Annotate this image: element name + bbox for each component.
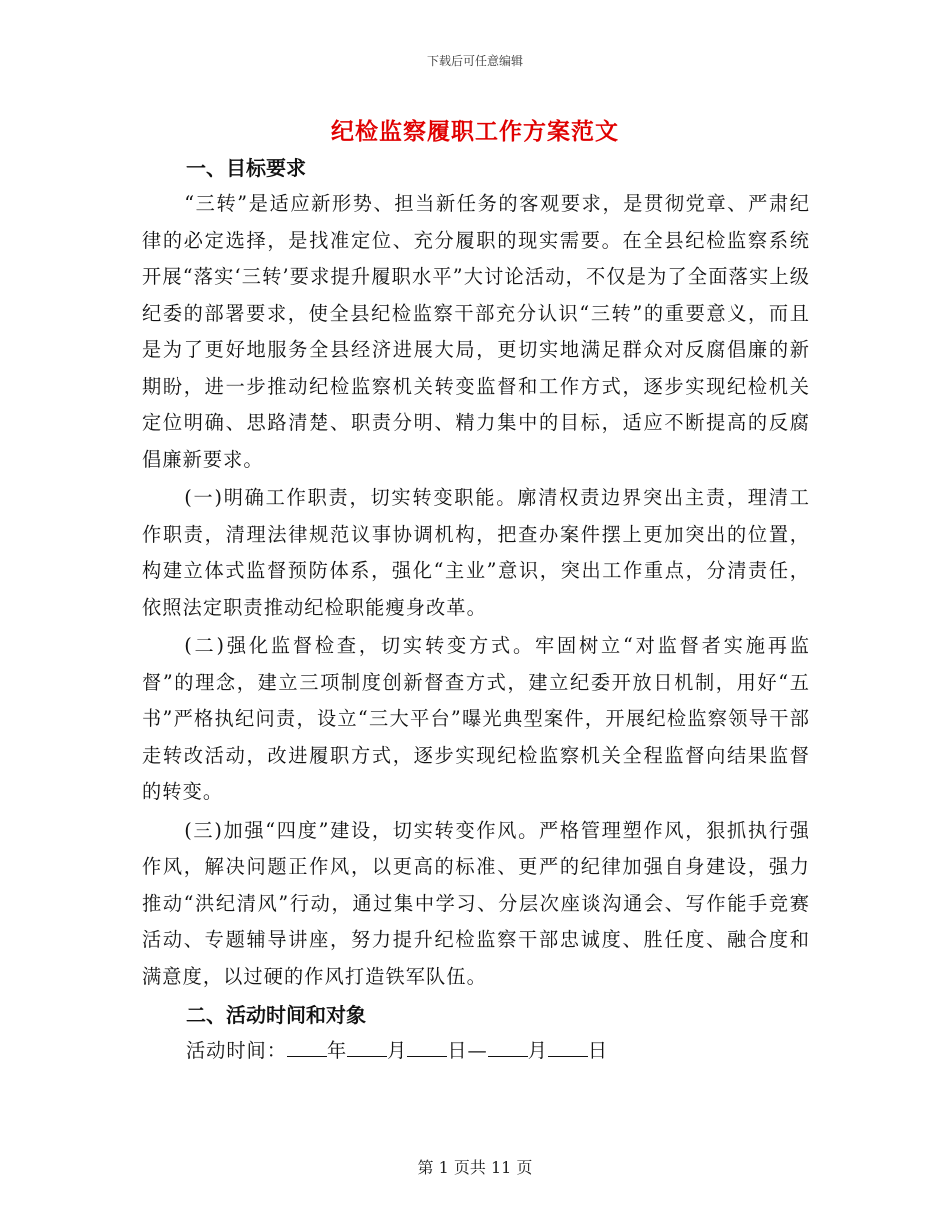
paragraph-item-2: (二)强化监督检查，切实转变方式。牢固树立“对监督者实施再监督”的理念，建立三项制度创新督查方式，建立纪委开放日机制，用好“五书”严格执纪问责，设立“三大平台”曝光典型案件，开展纪检监察领导干部走转改活动，改进履职方式，逐步实现纪检监察机关全程监督向结果监督的转变。 <box>142 634 810 803</box>
activity-time-line <box>142 1033 810 1070</box>
header-note: 下载后可任意编辑 <box>426 54 523 68</box>
section-heading-goals: 一、目标要求 <box>186 156 306 180</box>
blank-day-end <box>548 1038 588 1057</box>
blank-month-end <box>488 1038 528 1057</box>
document-title: 纪检监察履职工作方案范文 <box>331 118 619 145</box>
paragraph-goals-intro: “三转”是适应新形势、担当新任务的客观要求，是贯彻党章、严肃纪律的必定选择，是找准定位、充分履职的现实需要。在全县纪检监察系统开展“落实‘三转’要求提升履职水平”大讨论活动，不仅是为了全面落实上级纪委的部署要求，使全县纪检监察干部充分认识“三转”的重要意义，而且是为了更好地服务全县经济进展大局，更切实地满足群众对反腐倡廉的新期盼，进一步推动纪检监察机关转变监督和工作方式，逐步实现纪检机关定位明确、思路清楚、职责分明、精力集中的目标，适应不断提高的反腐倡廉新要求。 <box>142 192 810 471</box>
blank-month-start <box>347 1038 387 1057</box>
unit-year: 年 <box>326 1039 348 1062</box>
document-body <box>142 150 810 1070</box>
unit-month-start: 月 <box>387 1039 408 1062</box>
paragraph-item-1: (一)明确工作职责，切实转变职能。廓清权责边界突出主责，理清工作职责，清理法律规范议事协调机构，把查办案件摆上更加突出的位置，构建立体式监督预防体系，强化“主业”意识，突出工作重点，分清责任，依照法定职责推动纪检职能瘦身改革。 <box>142 486 810 619</box>
blank-year <box>287 1038 327 1057</box>
section-heading-time-target: 二、活动时间和对象 <box>186 1003 366 1027</box>
unit-month-end: 月 <box>527 1039 548 1062</box>
page-footer: 第 1 页共 11 页 <box>417 1158 533 1177</box>
unit-day-end: 日 <box>587 1039 609 1062</box>
activity-time-label: 活动时间： <box>186 1039 287 1062</box>
paragraph-item-3: (三)加强“四度”建设，切实转变作风。严格管理塑作风，狠抓执行强作风，解决问题正作风，以更高的标准、更严的纪律加强自身建设，强力推动“洪纪清风”行动，通过集中学习、分层次座谈沟通会、写作能手竞赛活动、专题辅导讲座，努力提升纪检监察干部忠诚度、胜任度、融合度和满意度，以过硬的作风打造铁军队伍。 <box>142 818 810 988</box>
blank-day-start <box>407 1038 447 1057</box>
unit-day-start: 日— <box>447 1039 488 1062</box>
